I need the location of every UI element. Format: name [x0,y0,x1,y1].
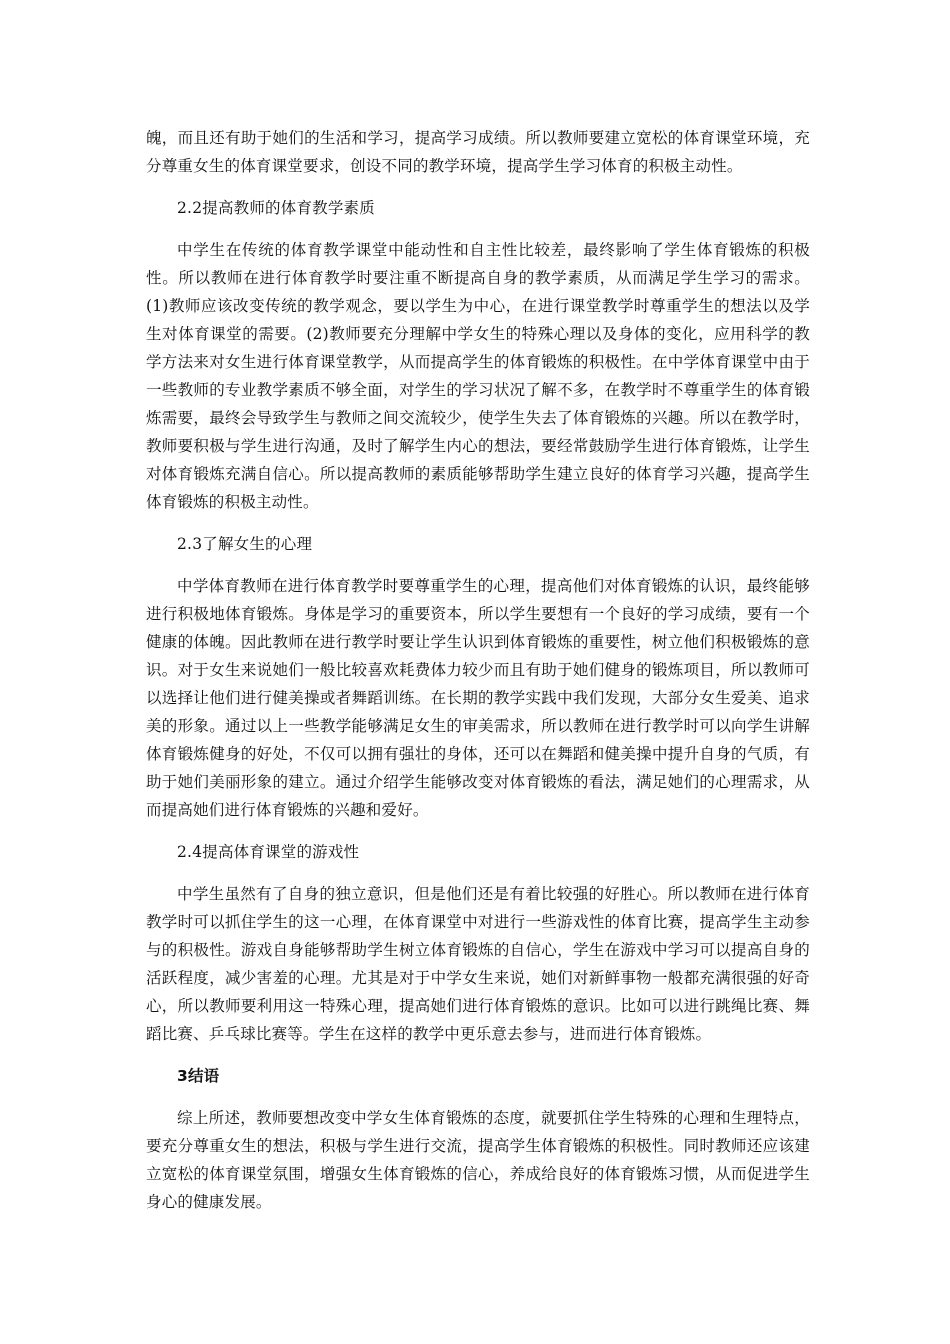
paragraph-conclusion: 综上所述，教师要想改变中学女生体育锻炼的态度，就要抓住学生特殊的心理和生理特点，要充分尊重女生的想法，积极与学生进行交流，提高学生体育锻炼的积极性。同时教师还应该建立宽松的体育课堂氛围，增强女生体育锻炼的信心，养成给良好的体育锻炼习惯，从而促进学生身心的健康发展。 [146,1109,810,1211]
section-heading-conclusion: 3结语 [177,1067,220,1085]
subsection-heading-2-4: 2.4提高体育课堂的游戏性 [177,843,360,861]
paragraph-teacher-quality: 中学生在传统的体育教学课堂中能动性和自主性比较差，最终影响了学生体育锻炼的积极性。所以教师在进行体育教学时要注重不断提高自身的教学素质，从而满足学生学习的需求。(1)教师应该改变传统的教学观念，要以学生为中心，在进行课堂教学时尊重学生的想法以及学生对体育课堂的需要。(2)教师要充分理解中学女生的特殊心理以及身体的变化，应用科学的教学方法来对女生进行体育课堂教学，从而提高学生的体育锻炼的积极性。在中学体育课堂中由于一些教师的专业教学素质不够全面，对学生的学习状况了解不多，在教学时不尊重学生的体育锻炼需要，最终会导致学生与教师之间交流较少，使学生失去了体育锻炼的兴趣。所以在教学时，教师要积极与学生进行沟通，及时了解学生内心的想法，要经常鼓励学生进行体育锻炼，让学生对体育锻炼充满自信心。所以提高教师的素质能够帮助学生建立良好的体育学习兴趣，提高学生体育锻炼的积极主动性。 [146,241,810,511]
subsection-heading-2-3: 2.3了解女生的心理 [177,535,313,553]
paragraph-female-psychology: 中学体育教师在进行体育教学时要尊重学生的心理，提高他们对体育锻炼的认识，最终能够进行积极地体育锻炼。身体是学习的重要资本，所以学生要想有一个良好的学习成绩，要有一个健康的体魄。因此教师在进行教学时要让学生认识到体育锻炼的重要性，树立他们积极锻炼的意识。对于女生来说她们一般比较喜欢耗费体力较少而且有助于她们健身的锻炼项目，所以教师可以选择让他们进行健美操或者舞蹈训练。在长期的教学实践中我们发现，大部分女生爱美、追求美的形象。通过以上一些教学能够满足女生的审美需求，所以教师在进行教学时可以向学生讲解体育锻炼健身的好处，不仅可以拥有强壮的身体，还可以在舞蹈和健美操中提升自身的气质，有助于她们美丽形象的建立。通过介绍学生能够改变对体育锻炼的看法，满足她们的心理需求，从而提高她们进行体育锻炼的兴趣和爱好。 [146,577,810,819]
subsection-heading-2-2: 2.2提高教师的体育教学素质 [177,199,375,217]
paragraph-game-nature: 中学生虽然有了自身的独立意识，但是他们还是有着比较强的好胜心。所以教师在进行体育教学时可以抓住学生的这一心理，在体育课堂中对进行一些游戏性的体育比赛，提高学生主动参与的积极性。游戏自身能够帮助学生树立体育锻炼的自信心，学生在游戏中学习可以提高自身的活跃程度，减少害羞的心理。尤其是对于中学女生来说，她们对新鲜事物一般都充满很强的好奇心，所以教师要利用这一特殊心理，提高她们进行体育锻炼的意识。比如可以进行跳绳比赛、舞蹈比赛、乒乓球比赛等。学生在这样的教学中更乐意去参与，进而进行体育锻炼。 [146,885,810,1043]
document-body [146,124,810,1230]
paragraph-continuation: 魄，而且还有助于她们的生活和学习，提高学习成绩。所以教师要建立宽松的体育课堂环境，充分尊重女生的体育课堂要求，创设不同的教学环境，提高学生学习体育的积极主动性。 [146,129,810,175]
